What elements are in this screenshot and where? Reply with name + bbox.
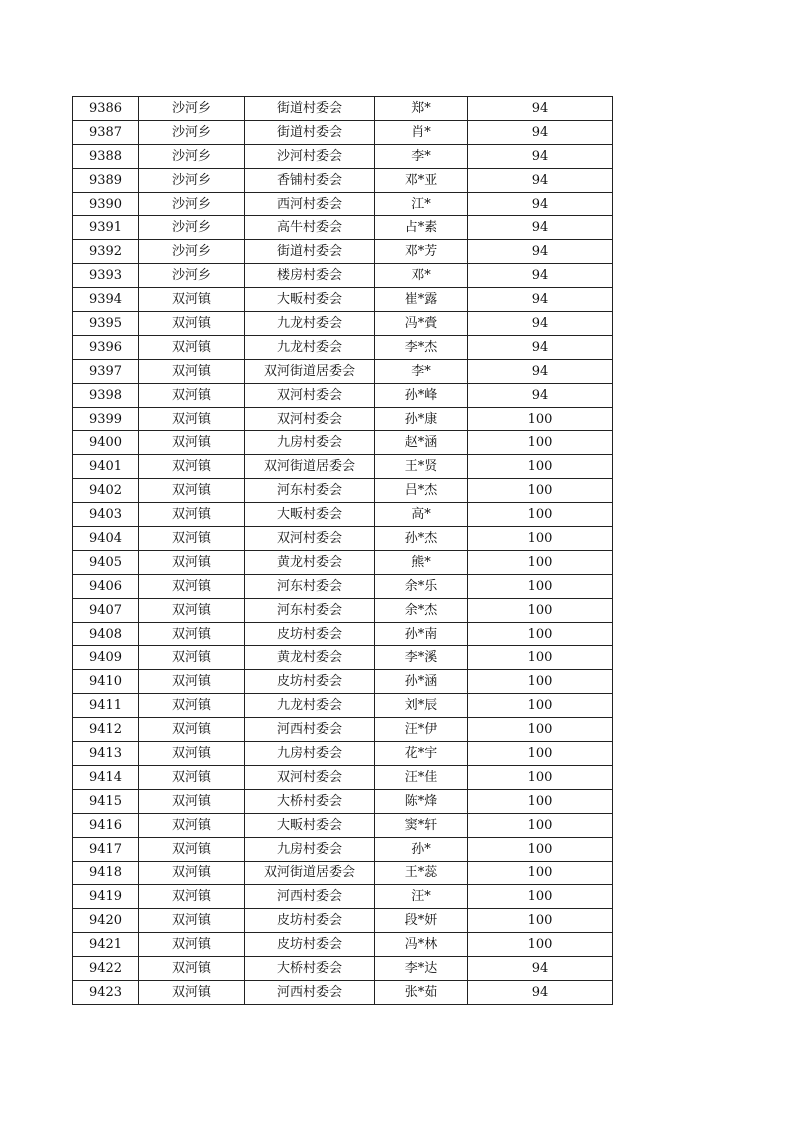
name-cell: 熊* (375, 550, 468, 574)
serial-number-cell: 9400 (73, 431, 139, 455)
township-cell: 沙河乡 (139, 144, 245, 168)
village-committee-cell: 街道村委会 (245, 120, 375, 144)
serial-number-cell: 9417 (73, 837, 139, 861)
serial-number-cell: 9410 (73, 670, 139, 694)
serial-number-cell: 9422 (73, 957, 139, 981)
name-cell: 花*宇 (375, 742, 468, 766)
table-row (73, 957, 613, 981)
name-cell: 江* (375, 192, 468, 216)
township-cell: 双河镇 (139, 335, 245, 359)
serial-number-cell: 9404 (73, 527, 139, 551)
score-cell: 100 (468, 718, 613, 742)
score-cell: 100 (468, 598, 613, 622)
table-row (73, 359, 613, 383)
village-committee-cell: 高牛村委会 (245, 216, 375, 240)
table-row (73, 885, 613, 909)
table-row (73, 933, 613, 957)
township-cell: 双河镇 (139, 574, 245, 598)
village-committee-cell: 河西村委会 (245, 885, 375, 909)
score-cell: 100 (468, 670, 613, 694)
name-cell: 段*妍 (375, 909, 468, 933)
name-cell: 孙* (375, 837, 468, 861)
name-cell: 李* (375, 144, 468, 168)
name-cell: 孙*涵 (375, 670, 468, 694)
serial-number-cell: 9398 (73, 383, 139, 407)
score-cell: 100 (468, 646, 613, 670)
score-cell: 94 (468, 168, 613, 192)
table-row (73, 861, 613, 885)
name-cell: 邓*芳 (375, 240, 468, 264)
name-cell: 孙*南 (375, 622, 468, 646)
village-committee-cell: 黄龙村委会 (245, 550, 375, 574)
score-cell: 94 (468, 359, 613, 383)
serial-number-cell: 9416 (73, 813, 139, 837)
serial-number-cell: 9419 (73, 885, 139, 909)
township-cell: 双河镇 (139, 861, 245, 885)
village-committee-cell: 西河村委会 (245, 192, 375, 216)
table-row (73, 240, 613, 264)
serial-number-cell: 9386 (73, 97, 139, 121)
township-cell: 双河镇 (139, 383, 245, 407)
township-cell: 双河镇 (139, 742, 245, 766)
township-cell: 双河镇 (139, 598, 245, 622)
name-cell: 余*乐 (375, 574, 468, 598)
serial-number-cell: 9413 (73, 742, 139, 766)
table-row (73, 574, 613, 598)
serial-number-cell: 9408 (73, 622, 139, 646)
score-cell: 100 (468, 765, 613, 789)
score-cell: 100 (468, 933, 613, 957)
township-cell: 沙河乡 (139, 120, 245, 144)
serial-number-cell: 9388 (73, 144, 139, 168)
village-committee-cell: 街道村委会 (245, 240, 375, 264)
township-cell: 双河镇 (139, 527, 245, 551)
score-cell: 94 (468, 264, 613, 288)
score-cell: 100 (468, 885, 613, 909)
township-cell: 双河镇 (139, 431, 245, 455)
village-committee-cell: 九房村委会 (245, 742, 375, 766)
village-committee-cell: 河东村委会 (245, 598, 375, 622)
table-row (73, 527, 613, 551)
name-cell: 赵*涵 (375, 431, 468, 455)
name-cell: 汪*佳 (375, 765, 468, 789)
serial-number-cell: 9407 (73, 598, 139, 622)
score-cell: 94 (468, 957, 613, 981)
table-row (73, 288, 613, 312)
township-cell: 双河镇 (139, 694, 245, 718)
name-cell: 肖* (375, 120, 468, 144)
name-cell: 余*杰 (375, 598, 468, 622)
township-cell: 双河镇 (139, 455, 245, 479)
township-cell: 沙河乡 (139, 97, 245, 121)
score-cell: 100 (468, 861, 613, 885)
score-cell: 100 (468, 407, 613, 431)
township-cell: 双河镇 (139, 837, 245, 861)
score-cell: 100 (468, 574, 613, 598)
score-cell: 94 (468, 312, 613, 336)
score-cell: 94 (468, 980, 613, 1004)
name-cell: 李*达 (375, 957, 468, 981)
township-cell: 沙河乡 (139, 192, 245, 216)
serial-number-cell: 9396 (73, 335, 139, 359)
score-cell: 100 (468, 455, 613, 479)
village-committee-cell: 双河村委会 (245, 527, 375, 551)
village-committee-cell: 皮坊村委会 (245, 909, 375, 933)
township-cell: 沙河乡 (139, 240, 245, 264)
score-cell: 100 (468, 694, 613, 718)
table-row (73, 431, 613, 455)
table-row (73, 837, 613, 861)
table-row (73, 455, 613, 479)
score-cell: 100 (468, 622, 613, 646)
township-cell: 双河镇 (139, 550, 245, 574)
serial-number-cell: 9421 (73, 933, 139, 957)
serial-number-cell: 9399 (73, 407, 139, 431)
name-cell: 李*杰 (375, 335, 468, 359)
village-committee-cell: 双河街道居委会 (245, 359, 375, 383)
village-committee-cell: 皮坊村委会 (245, 622, 375, 646)
score-cell: 100 (468, 837, 613, 861)
serial-number-cell: 9387 (73, 120, 139, 144)
table-body (73, 97, 613, 1005)
serial-number-cell: 9395 (73, 312, 139, 336)
township-cell: 沙河乡 (139, 216, 245, 240)
village-committee-cell: 河西村委会 (245, 980, 375, 1004)
table-row (73, 742, 613, 766)
score-cell: 100 (468, 431, 613, 455)
table-row (73, 97, 613, 121)
village-committee-cell: 九龙村委会 (245, 312, 375, 336)
name-cell: 王*蕊 (375, 861, 468, 885)
table-row (73, 622, 613, 646)
village-committee-cell: 皮坊村委会 (245, 670, 375, 694)
serial-number-cell: 9394 (73, 288, 139, 312)
township-cell: 双河镇 (139, 359, 245, 383)
score-cell: 100 (468, 550, 613, 574)
township-cell: 双河镇 (139, 789, 245, 813)
township-cell: 双河镇 (139, 933, 245, 957)
village-committee-cell: 街道村委会 (245, 97, 375, 121)
score-cell: 94 (468, 216, 613, 240)
table-row (73, 264, 613, 288)
serial-number-cell: 9401 (73, 455, 139, 479)
score-cell: 94 (468, 144, 613, 168)
village-committee-cell: 九龙村委会 (245, 694, 375, 718)
village-committee-cell: 双河街道居委会 (245, 861, 375, 885)
serial-number-cell: 9412 (73, 718, 139, 742)
serial-number-cell: 9414 (73, 765, 139, 789)
table-row (73, 216, 613, 240)
score-cell: 94 (468, 97, 613, 121)
table-row (73, 312, 613, 336)
name-cell: 汪*伊 (375, 718, 468, 742)
village-committee-cell: 大畈村委会 (245, 503, 375, 527)
score-cell: 94 (468, 192, 613, 216)
serial-number-cell: 9403 (73, 503, 139, 527)
table-row (73, 335, 613, 359)
village-committee-cell: 黄龙村委会 (245, 646, 375, 670)
score-cell: 94 (468, 240, 613, 264)
name-cell: 邓* (375, 264, 468, 288)
table-row (73, 813, 613, 837)
serial-number-cell: 9393 (73, 264, 139, 288)
township-cell: 双河镇 (139, 765, 245, 789)
serial-number-cell: 9418 (73, 861, 139, 885)
serial-number-cell: 9415 (73, 789, 139, 813)
table-row (73, 694, 613, 718)
name-cell: 孙*杰 (375, 527, 468, 551)
table-row (73, 980, 613, 1004)
serial-number-cell: 9420 (73, 909, 139, 933)
name-cell: 冯*賫 (375, 312, 468, 336)
score-cell: 100 (468, 527, 613, 551)
score-cell: 94 (468, 120, 613, 144)
township-cell: 双河镇 (139, 813, 245, 837)
table-row (73, 120, 613, 144)
village-committee-cell: 皮坊村委会 (245, 933, 375, 957)
table-row (73, 192, 613, 216)
name-cell: 窦*轩 (375, 813, 468, 837)
name-cell: 高* (375, 503, 468, 527)
serial-number-cell: 9390 (73, 192, 139, 216)
table-row (73, 765, 613, 789)
township-cell: 双河镇 (139, 885, 245, 909)
table-row (73, 646, 613, 670)
serial-number-cell: 9409 (73, 646, 139, 670)
name-cell: 孙*康 (375, 407, 468, 431)
name-cell: 冯*林 (375, 933, 468, 957)
score-cell: 100 (468, 813, 613, 837)
serial-number-cell: 9389 (73, 168, 139, 192)
township-cell: 沙河乡 (139, 168, 245, 192)
name-cell: 陈*烽 (375, 789, 468, 813)
name-cell: 张*茹 (375, 980, 468, 1004)
serial-number-cell: 9391 (73, 216, 139, 240)
name-cell: 李* (375, 359, 468, 383)
score-cell: 94 (468, 335, 613, 359)
village-committee-cell: 大畈村委会 (245, 288, 375, 312)
table-row (73, 909, 613, 933)
serial-number-cell: 9392 (73, 240, 139, 264)
name-cell: 吕*杰 (375, 479, 468, 503)
village-committee-cell: 双河村委会 (245, 383, 375, 407)
township-cell: 双河镇 (139, 312, 245, 336)
table-row (73, 407, 613, 431)
village-committee-cell: 九房村委会 (245, 431, 375, 455)
name-cell: 李*溪 (375, 646, 468, 670)
township-cell: 双河镇 (139, 407, 245, 431)
township-cell: 双河镇 (139, 622, 245, 646)
township-cell: 双河镇 (139, 503, 245, 527)
name-cell: 王*贤 (375, 455, 468, 479)
village-committee-cell: 大桥村委会 (245, 957, 375, 981)
table-row (73, 789, 613, 813)
table-row (73, 598, 613, 622)
score-cell: 100 (468, 479, 613, 503)
table-row (73, 383, 613, 407)
township-cell: 双河镇 (139, 718, 245, 742)
township-cell: 双河镇 (139, 909, 245, 933)
table-row (73, 670, 613, 694)
score-cell: 100 (468, 742, 613, 766)
table-row (73, 144, 613, 168)
score-cell: 94 (468, 288, 613, 312)
village-committee-cell: 双河街道居委会 (245, 455, 375, 479)
village-committee-cell: 河东村委会 (245, 479, 375, 503)
village-committee-cell: 河西村委会 (245, 718, 375, 742)
score-cell: 100 (468, 789, 613, 813)
table-row (73, 718, 613, 742)
data-table (72, 96, 613, 1005)
village-committee-cell: 楼房村委会 (245, 264, 375, 288)
township-cell: 沙河乡 (139, 264, 245, 288)
village-committee-cell: 大畈村委会 (245, 813, 375, 837)
serial-number-cell: 9402 (73, 479, 139, 503)
village-committee-cell: 沙河村委会 (245, 144, 375, 168)
name-cell: 孙*峰 (375, 383, 468, 407)
township-cell: 双河镇 (139, 957, 245, 981)
table-row (73, 479, 613, 503)
name-cell: 邓*亚 (375, 168, 468, 192)
table-row (73, 168, 613, 192)
name-cell: 刘*辰 (375, 694, 468, 718)
village-committee-cell: 双河村委会 (245, 765, 375, 789)
table-row (73, 503, 613, 527)
name-cell: 郑* (375, 97, 468, 121)
village-committee-cell: 九房村委会 (245, 837, 375, 861)
village-committee-cell: 双河村委会 (245, 407, 375, 431)
township-cell: 双河镇 (139, 980, 245, 1004)
serial-number-cell: 9406 (73, 574, 139, 598)
name-cell: 汪* (375, 885, 468, 909)
score-cell: 100 (468, 909, 613, 933)
name-cell: 占*素 (375, 216, 468, 240)
score-cell: 94 (468, 383, 613, 407)
village-committee-cell: 大桥村委会 (245, 789, 375, 813)
table-row (73, 550, 613, 574)
township-cell: 双河镇 (139, 479, 245, 503)
serial-number-cell: 9411 (73, 694, 139, 718)
name-cell: 崔*露 (375, 288, 468, 312)
township-cell: 双河镇 (139, 646, 245, 670)
village-committee-cell: 九龙村委会 (245, 335, 375, 359)
serial-number-cell: 9397 (73, 359, 139, 383)
township-cell: 双河镇 (139, 288, 245, 312)
village-committee-cell: 河东村委会 (245, 574, 375, 598)
township-cell: 双河镇 (139, 670, 245, 694)
serial-number-cell: 9423 (73, 980, 139, 1004)
serial-number-cell: 9405 (73, 550, 139, 574)
village-committee-cell: 香铺村委会 (245, 168, 375, 192)
score-cell: 100 (468, 503, 613, 527)
